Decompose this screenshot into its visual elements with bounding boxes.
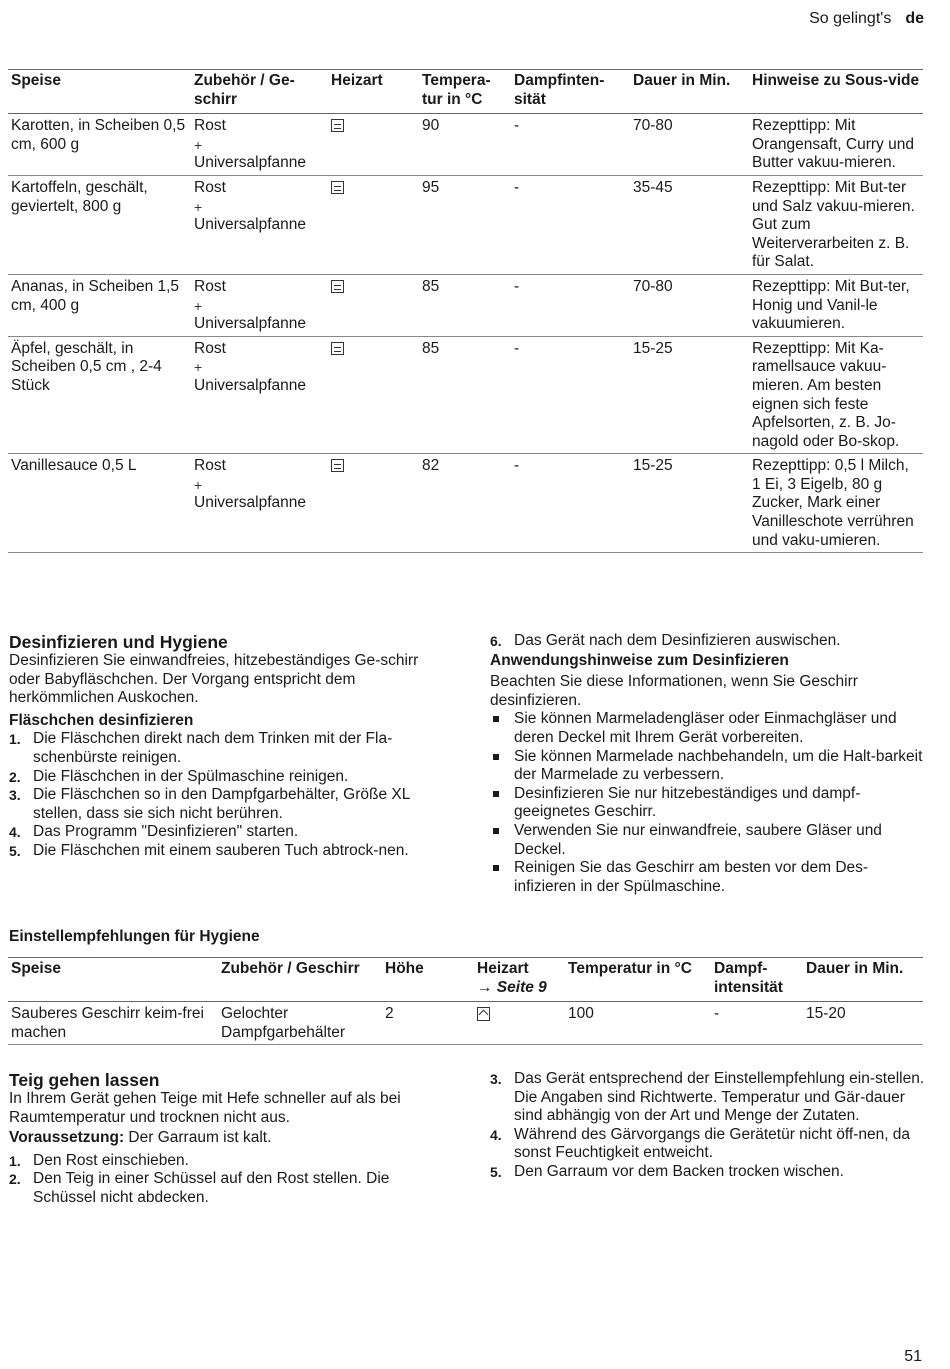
table-row	[8, 1002, 923, 1045]
cell-dauer: 15-25	[633, 339, 673, 357]
col-header: Speise	[8, 958, 218, 1002]
section-intro: Desinfizieren Sie einwandfreies, hitzebeständiges Ge-schirr oder Babyfläschchen. Der Vorgang entspricht dem herkömmlichen Auskochen.	[9, 652, 419, 707]
cell-temp: 90	[422, 117, 440, 135]
zubehoer-pfanne: Universalpfanne	[194, 315, 307, 333]
cell-heizart	[328, 336, 419, 454]
section-intro: In Ihrem Gerät gehen Teige mit Hefe schneller auf als bei Raumtemperatur und trocknen nicht aus.	[9, 1090, 401, 1126]
step-number: 5.	[9, 842, 21, 859]
hygiene-table-title-wrap	[9, 928, 260, 947]
step-text: Den Rost einschieben.	[33, 1151, 189, 1169]
page-reference-link[interactable]: → Seite 9	[477, 978, 547, 996]
cell-dampf: -	[514, 117, 520, 135]
cell-zubehoer	[191, 454, 328, 553]
cell-dauer: 15-20	[806, 1005, 846, 1023]
list-item: Reinigen Sie das Geschirr am besten vor dem Des-infizieren in der Spülmaschine.	[490, 859, 925, 896]
step-number: 3.	[9, 787, 21, 804]
step-text: Die Fläschchen in der Spülmaschine reinigen.	[33, 767, 349, 785]
sous-vide-icon	[331, 459, 344, 472]
step-list	[9, 730, 449, 860]
list-item: Sie können Marmeladengläser oder Einmachgläser und deren Deckel mit Ihrem Gerät vorbereiten.	[490, 710, 925, 747]
hints-intro: Beachten Sie diese Informationen, wenn Sie Geschirr desinfizieren.	[490, 673, 858, 709]
step-number: 1.	[9, 1152, 21, 1169]
list-item	[490, 632, 925, 651]
cell-dampf: -	[514, 178, 520, 196]
zubehoer-rost: Rost	[194, 277, 226, 295]
col-header: Tempera-tur in °C	[419, 70, 511, 114]
step-number: 5.	[490, 1163, 502, 1180]
plus-sign: +	[194, 476, 203, 493]
list-item: Sie können Marmelade nachbehandeln, um die Halt-barkeit der Marmelade zu verbessern.	[490, 748, 925, 785]
cell-hoehe: 2	[385, 1005, 394, 1023]
step-text: Das Gerät nach dem Desinfizieren auswischen.	[514, 632, 841, 649]
cell-heizart	[328, 114, 419, 176]
list-item	[9, 786, 449, 823]
cell-zubehoer	[191, 274, 328, 336]
step-text: Die Fläschchen direkt nach dem Trinken mit der Fla-schenbürste reinigen.	[33, 730, 393, 766]
col-header: Höhe	[382, 958, 474, 1002]
plus-sign: +	[194, 297, 203, 314]
subsection-heading: Anwendungshinweise zum Desinfizieren	[490, 651, 789, 669]
step-list	[490, 632, 925, 651]
table-row	[8, 336, 923, 454]
dough-steps-right	[490, 1070, 925, 1182]
step-number: 2.	[9, 768, 21, 785]
table-row	[8, 114, 923, 176]
hygiene-table	[8, 957, 923, 1045]
cell-zubehoer	[191, 114, 328, 176]
page-number: 51	[904, 1348, 922, 1365]
language-tag: de	[905, 10, 924, 27]
col-header: Dampf-intensität	[711, 958, 803, 1002]
col-header: Dauer in Min.	[803, 958, 923, 1002]
step-number: 1.	[9, 731, 21, 748]
page-header	[809, 10, 924, 29]
col-header: Dauer in Min.	[630, 70, 749, 114]
dough-section	[9, 1070, 449, 1208]
cell-temp: 82	[422, 457, 440, 475]
col-header	[474, 958, 565, 1002]
cell-hinweis: Rezepttipp: Mit Orangensaft, Curry und Butter vakuu-mieren.	[752, 117, 914, 172]
plus-sign: +	[194, 198, 203, 215]
prerequisite-label: Voraussetzung:	[9, 1129, 125, 1147]
hint-list	[490, 710, 925, 896]
cell-heizart	[328, 274, 419, 336]
step-text: Das Gerät entsprechend der Einstellempfehlung ein-stellen.	[514, 1070, 925, 1087]
step-list	[490, 1070, 925, 1182]
cell-temp: 95	[422, 178, 440, 196]
cell-zubehoer	[191, 175, 328, 274]
step-text: Den Garraum vor dem Backen trocken wischen.	[514, 1162, 844, 1180]
cell-temp: 85	[422, 339, 440, 357]
step-number: 3.	[490, 1071, 502, 1087]
list-item: Verwenden Sie nur einwandfreie, saubere Gläser und Deckel.	[490, 822, 925, 859]
zubehoer-rost: Rost	[194, 339, 226, 357]
list-item	[490, 1126, 925, 1163]
step-note: Die Angaben sind Richtwerte. Temperatur und Gär-dauer sind abhängig von der Art und Menge der Zutaten.	[514, 1088, 905, 1125]
cell-dampf: -	[714, 1005, 720, 1023]
col-header: Heizart	[328, 70, 419, 114]
zubehoer-pfanne: Universalpfanne	[194, 376, 307, 394]
disinfect-section	[9, 632, 449, 861]
step-number: 4.	[9, 824, 21, 841]
sous-vide-icon	[331, 119, 344, 132]
col-header: Zubehör / Geschirr	[218, 958, 382, 1002]
zubehoer-rost: Rost	[194, 457, 226, 475]
cell-temp: 100	[568, 1005, 594, 1023]
cell-zubehoer	[191, 336, 328, 454]
list-item	[490, 1163, 925, 1182]
cell-dampf: -	[514, 277, 520, 295]
zubehoer-pfanne: Universalpfanne	[194, 494, 307, 512]
cell-dauer: 35-45	[633, 178, 673, 196]
prerequisite	[9, 1129, 449, 1148]
step-text: Die Fläschchen mit einem sauberen Tuch abtrock-nen.	[33, 841, 409, 859]
col-header: Dampfinten-sität	[511, 70, 630, 114]
subsection-heading: Fläschchen desinfizieren	[9, 711, 194, 729]
cell-dauer: 70-80	[633, 117, 673, 135]
cell-hinweis: Rezepttipp: Mit But-ter, Honig und Vanil-le vakuumieren.	[752, 277, 910, 333]
prerequisite-text: Der Garraum ist kalt.	[124, 1129, 272, 1147]
plus-sign: +	[194, 359, 203, 376]
cell-speise: Karotten, in Scheiben 0,5 cm, 600 g	[11, 117, 186, 153]
cell-heizart	[474, 1002, 565, 1045]
list-item	[9, 1152, 449, 1171]
step-text: Den Teig in einer Schüssel auf den Rost stellen. Die Schüssel nicht abdecken.	[33, 1170, 390, 1206]
cell-dampf: -	[514, 339, 520, 357]
heizart-label: Heizart	[477, 960, 529, 977]
list-item	[490, 1070, 925, 1126]
cell-heizart	[328, 175, 419, 274]
step-number: 6.	[490, 633, 502, 649]
steam-icon	[477, 1007, 490, 1021]
list-item	[9, 1170, 449, 1207]
list-item	[9, 768, 449, 787]
cell-hinweis: Rezepttipp: Mit Ka-ramellsauce vakuu-mieren. Am besten eignen sich feste Apfelsorten, z. B. Jo-nagold oder Bo-skop.	[752, 339, 900, 450]
step-text: Die Fläschchen so in den Dampfgarbehälter, Größe XL stellen, dass sie sich nicht berühren.	[33, 786, 410, 822]
table-row	[8, 175, 923, 274]
sous-vide-icon	[331, 280, 344, 293]
list-item	[9, 842, 449, 861]
table-row	[8, 274, 923, 336]
table-header-row	[8, 70, 923, 114]
col-header: Zubehör / Ge-schirr	[191, 70, 328, 114]
cell-zubehoer: Gelochter Dampfgarbehälter	[221, 1005, 346, 1041]
col-header: Hinweise zu Sous-vide	[749, 70, 923, 114]
step-text: Das Programm "Desinfizieren" starten.	[33, 823, 299, 841]
section-heading: Teig gehen lassen	[9, 1070, 160, 1090]
table-header-row	[8, 958, 923, 1002]
cell-temp: 85	[422, 277, 440, 295]
cell-dampf: -	[514, 457, 520, 475]
cell-dauer: 70-80	[633, 277, 673, 295]
plus-sign: +	[194, 136, 203, 153]
cell-speise: Vanillesauce 0,5 L	[11, 457, 137, 475]
col-header: Temperatur in °C	[565, 958, 711, 1002]
section-title: So gelingt's	[809, 10, 892, 27]
cell-speise: Sauberes Geschirr keim-frei machen	[11, 1005, 204, 1041]
sous-vide-icon	[331, 181, 344, 194]
col-header: Speise	[8, 70, 191, 114]
zubehoer-rost: Rost	[194, 117, 226, 135]
disinfect-hints	[490, 632, 925, 896]
cell-heizart	[328, 454, 419, 553]
cell-speise: Äpfel, geschält, in Scheiben 0,5 cm , 2-4 Stück	[11, 339, 162, 394]
step-number: 4.	[490, 1126, 502, 1143]
zubehoer-pfanne: Universalpfanne	[194, 154, 307, 172]
cell-dauer: 15-25	[633, 457, 673, 475]
table-title: Einstellempfehlungen für Hygiene	[9, 928, 260, 945]
cell-hinweis: Rezepttipp: 0,5 l Milch, 1 Ei, 3 Eigelb, 80 g Zucker, Mark einer Vanilleschote verrühren und vaku-umieren.	[752, 457, 914, 549]
cell-speise: Kartoffeln, geschält, geviertelt, 800 g	[11, 178, 148, 215]
list-item: Desinfizieren Sie nur hitzebeständiges und dampf-geeignetes Geschirr.	[490, 785, 925, 822]
step-text: Während des Gärvorgangs die Gerätetür nicht öff-nen, da sonst Feuchtigkeit entweicht.	[514, 1125, 911, 1162]
list-item	[9, 730, 449, 767]
table-row	[8, 454, 923, 553]
list-item	[9, 823, 449, 842]
step-number: 2.	[9, 1171, 21, 1188]
zubehoer-pfanne: Universalpfanne	[194, 216, 307, 234]
cell-speise: Ananas, in Scheiben 1,5 cm, 400 g	[11, 277, 180, 314]
sous-vide-icon	[331, 342, 344, 355]
zubehoer-rost: Rost	[194, 178, 226, 196]
cell-hinweis: Rezepttipp: Mit But-ter und Salz vakuu-mieren. Gut zum Weiterverarbeiten z. B. für Salat.	[752, 178, 915, 271]
step-list	[9, 1152, 449, 1208]
section-heading: Desinfizieren und Hygiene	[9, 632, 228, 652]
sousvide-table	[8, 69, 923, 553]
